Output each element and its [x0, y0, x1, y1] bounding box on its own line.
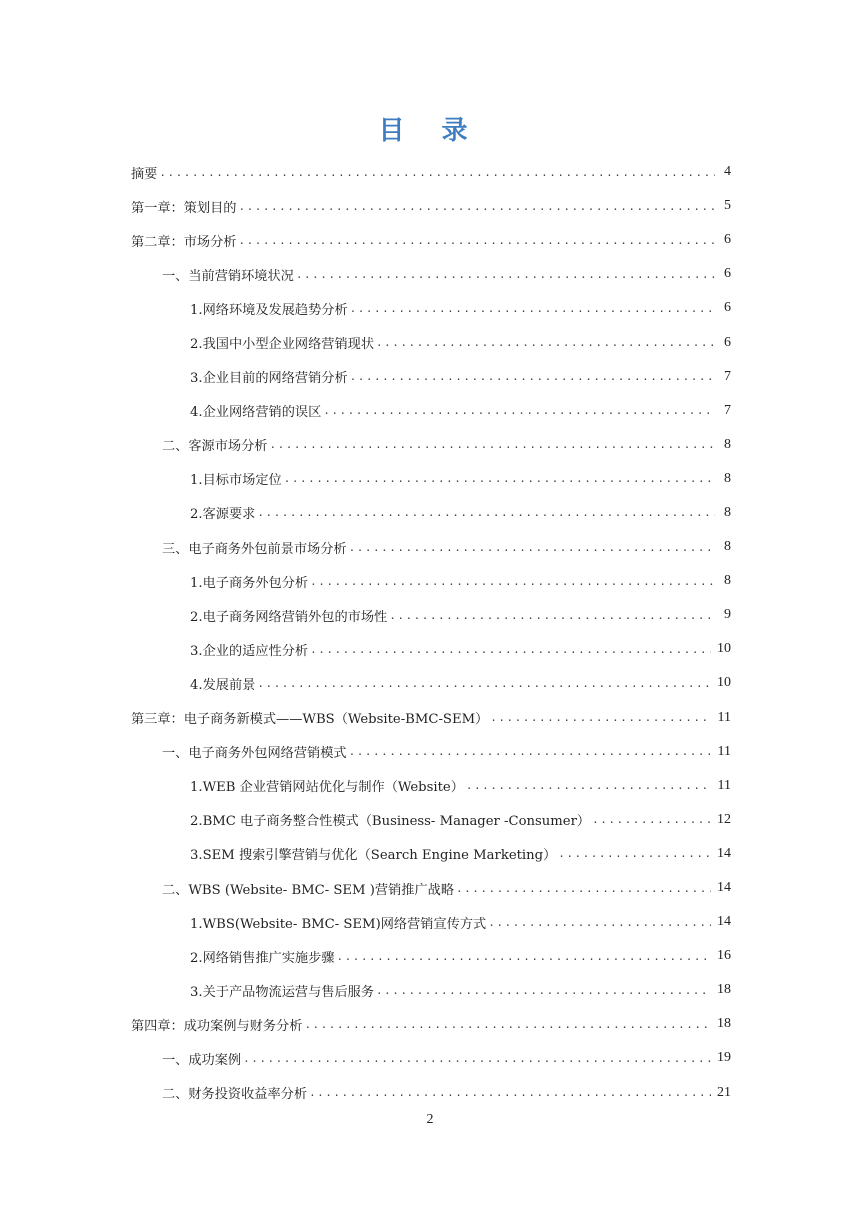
- dot-leader: [284, 472, 715, 485]
- dot-leader: [296, 268, 715, 281]
- toc-entry-title: 3.企业目前的网络营销分析: [190, 371, 348, 387]
- toc-entry-page: 8: [724, 539, 731, 555]
- toc-entry[interactable]: [131, 632, 731, 666]
- toc-entry[interactable]: [131, 462, 731, 496]
- toc-entry-title: 4.发展前景: [190, 677, 256, 693]
- toc-entry-page: 6: [724, 266, 731, 282]
- toc-entry-title: 三、电子商务外包前景市场分析: [162, 541, 347, 557]
- toc-entry-title: 二、财务投资收益率分析: [162, 1087, 308, 1103]
- toc-entry[interactable]: [131, 939, 731, 973]
- toc-entry-title: 二、WBS (Website- BMC- SEM )营销推广战略: [162, 882, 455, 898]
- toc-entry-title: 第二章：市场分析: [131, 234, 237, 250]
- toc-entry-page: 11: [717, 709, 731, 725]
- toc-entry-page: 6: [724, 334, 731, 350]
- dot-leader: [159, 166, 715, 179]
- toc-entry[interactable]: [131, 735, 731, 769]
- toc-entry[interactable]: [131, 769, 731, 803]
- toc-entry-title: 1.目标市场定位: [190, 473, 282, 489]
- toc-entry-page: 5: [724, 198, 731, 214]
- dot-leader: [349, 541, 715, 554]
- toc-entry-page: 4: [724, 164, 731, 180]
- toc-entry[interactable]: [131, 189, 731, 223]
- dot-leader: [310, 575, 715, 588]
- dot-leader: [592, 813, 711, 826]
- toc-entry[interactable]: [131, 598, 731, 632]
- page-number: 2: [426, 1112, 434, 1127]
- toc-entry[interactable]: [131, 564, 731, 598]
- dot-leader: [239, 200, 716, 213]
- toc-entry-title: 3.企业的适应性分析: [190, 643, 309, 659]
- dot-leader: [389, 609, 715, 622]
- toc-entry[interactable]: [131, 428, 731, 462]
- toc-entry[interactable]: [131, 666, 731, 700]
- dot-leader: [490, 711, 711, 724]
- toc-entry[interactable]: [131, 701, 731, 735]
- dot-leader: [350, 302, 715, 315]
- toc-entry-title: 一、当前营销环境状况: [162, 268, 294, 284]
- toc-entry-title: 2.客源要求: [190, 507, 256, 523]
- toc-entry-page: 18: [717, 1016, 731, 1032]
- toc-entry-page: 11: [717, 743, 731, 759]
- dot-leader: [350, 370, 715, 383]
- toc-entry-page: 8: [724, 573, 731, 589]
- toc-entry[interactable]: [131, 291, 731, 325]
- dot-leader: [488, 916, 711, 929]
- dot-leader: [376, 336, 715, 349]
- toc-entry[interactable]: [131, 905, 731, 939]
- toc-entry-title: 4.企业网络营销的误区: [190, 405, 322, 421]
- toc-entry-title: 第一章：策划目的: [131, 200, 237, 216]
- toc-entry[interactable]: [131, 223, 731, 257]
- toc-entry-title: 摘要: [131, 166, 158, 182]
- toc-entry-title: 1.WEB 企业营销网站优化与制作（Website）: [190, 780, 464, 796]
- toc-entry-title: 一、成功案例: [162, 1052, 242, 1068]
- dot-leader: [349, 745, 712, 758]
- dot-leader: [310, 643, 711, 656]
- toc-entry-page: 16: [717, 948, 731, 964]
- dot-leader: [376, 984, 711, 997]
- toc-entry-title: 2.电子商务网络营销外包的市场性: [190, 609, 388, 625]
- toc-entry[interactable]: [131, 871, 731, 905]
- toc-entry-title: 1.WBS(Website- BMC- SEM)网络营销宣传方式: [190, 916, 487, 932]
- toc-entry[interactable]: [131, 1007, 731, 1041]
- dot-leader: [336, 950, 711, 963]
- toc-entry-page: 6: [724, 232, 731, 248]
- toc-entry-page: 7: [724, 368, 731, 384]
- toc-entry-title: 第四章：成功案例与财务分析: [131, 1018, 303, 1034]
- toc-entry-page: 11: [717, 777, 731, 793]
- toc-entry-page: 8: [724, 504, 731, 520]
- dot-leader: [257, 677, 711, 690]
- toc-entry-page: 19: [717, 1050, 731, 1066]
- toc-entry-page: 18: [717, 982, 731, 998]
- dot-leader: [558, 847, 711, 860]
- toc-entry-title: 1.电子商务外包分析: [190, 575, 309, 591]
- dot-leader: [239, 234, 716, 247]
- toc-entry-title: 2.BMC 电子商务整合性模式（Business- Manager -Consumer）: [190, 814, 591, 830]
- toc-entry[interactable]: [131, 257, 731, 291]
- dot-leader: [304, 1018, 711, 1031]
- toc-entry-page: 14: [717, 914, 731, 930]
- toc-entry-page: 8: [724, 470, 731, 486]
- toc-entry[interactable]: [131, 155, 731, 189]
- toc-entry[interactable]: [131, 394, 731, 428]
- toc-entry[interactable]: [131, 973, 731, 1007]
- toc-entry-title: 第三章：电子商务新模式——WBS（Website-BMC-SEM）: [131, 712, 489, 728]
- toc-entry-title: 3.SEM 搜索引擎营销与优化（Search Engine Marketing）: [190, 848, 557, 864]
- toc-entry[interactable]: [131, 496, 731, 530]
- table-of-contents: [131, 155, 731, 1110]
- toc-entry-page: 10: [717, 641, 731, 657]
- dot-leader: [243, 1052, 711, 1065]
- dot-leader: [257, 506, 715, 519]
- toc-entry[interactable]: [131, 1076, 731, 1110]
- toc-entry-title: 2.网络销售推广实施步骤: [190, 950, 335, 966]
- toc-entry[interactable]: [131, 325, 731, 359]
- toc-entry-page: 12: [717, 811, 731, 827]
- toc-entry-page: 8: [724, 436, 731, 452]
- dot-leader: [456, 882, 711, 895]
- toc-entry-title: 1.网络环境及发展趋势分析: [190, 302, 348, 318]
- dot-leader: [309, 1086, 711, 1099]
- dot-leader: [323, 404, 715, 417]
- toc-entry-title: 2.我国中小型企业网络营销现状: [190, 337, 375, 353]
- toc-entry-page: 7: [724, 402, 731, 418]
- toc-entry-page: 10: [717, 675, 731, 691]
- toc-title: 目 录: [378, 116, 482, 146]
- toc-entry-page: 14: [717, 880, 731, 896]
- toc-entry-page: 14: [717, 845, 731, 861]
- toc-entry[interactable]: [131, 803, 731, 837]
- dot-leader: [466, 779, 712, 792]
- toc-entry-title: 二、客源市场分析: [162, 439, 268, 455]
- toc-entry[interactable]: [131, 1041, 731, 1075]
- toc-entry-title: 一、电子商务外包网络营销模式: [162, 746, 347, 762]
- toc-entry-page: 6: [724, 300, 731, 316]
- toc-entry[interactable]: [131, 360, 731, 394]
- toc-entry[interactable]: [131, 837, 731, 871]
- toc-entry-page: 21: [717, 1084, 731, 1100]
- toc-entry[interactable]: [131, 530, 731, 564]
- toc-entry-page: 9: [724, 607, 731, 623]
- toc-entry-title: 3.关于产品物流运营与售后服务: [190, 984, 375, 1000]
- dot-leader: [270, 438, 716, 451]
